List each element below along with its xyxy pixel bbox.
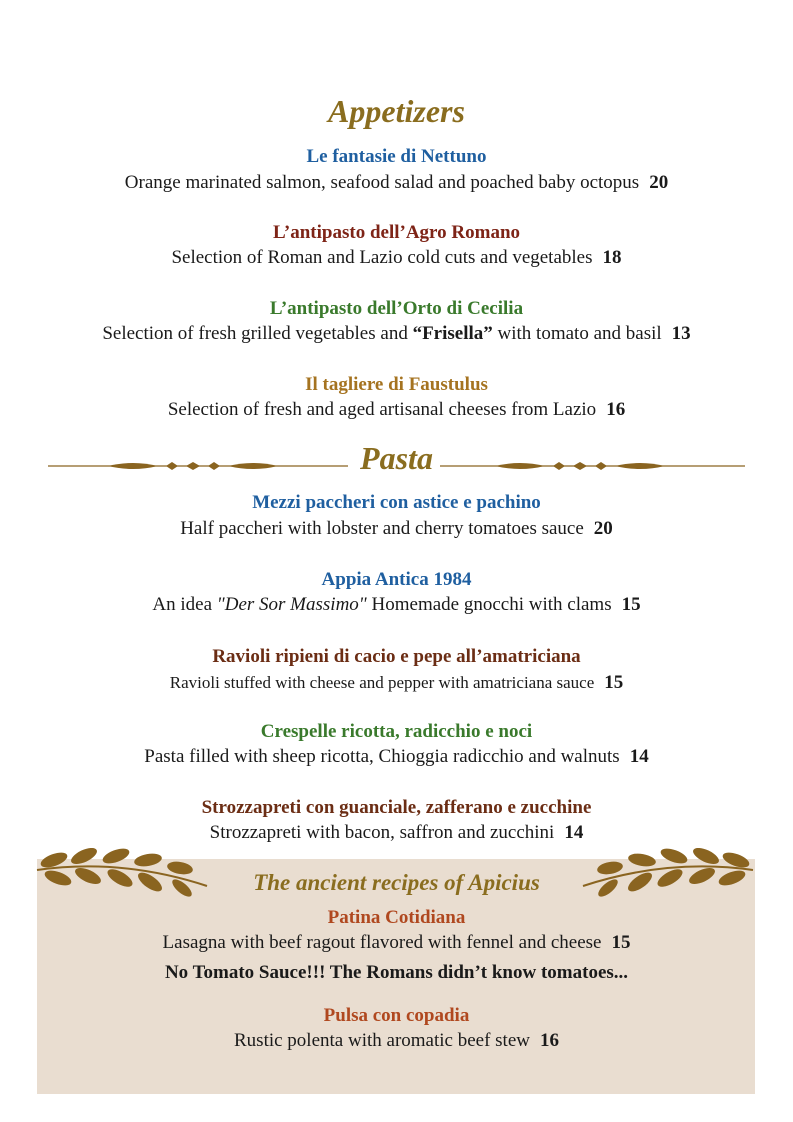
dish-price: 14	[564, 822, 584, 843]
dish-name: L’antipasto dell’Orto di Cecilia	[269, 298, 524, 319]
dish-name: Strozzapreti con guanciale, zafferano e zucchine	[201, 797, 592, 818]
dish-price: 14	[629, 746, 649, 767]
appetizers-title: Appetizers	[328, 93, 465, 129]
dish-price: 15	[604, 672, 624, 693]
dish-name: Le fantasie di Nettuno	[306, 146, 487, 167]
dish-name: L’antipasto dell’Agro Romano	[272, 222, 521, 243]
dish-desc: Orange marinated salmon, seafood salad and poached baby octopus 20	[124, 172, 669, 193]
dish-price: 13	[671, 323, 691, 344]
dish-price: 20	[649, 172, 669, 193]
dish-price: 15	[621, 594, 641, 615]
dish-price: 18	[602, 247, 622, 268]
dish-name: Il tagliere di Faustulus	[305, 374, 488, 395]
dish-desc: Half paccheri with lobster and cherry tomatoes sauce 20	[180, 518, 613, 539]
dish-desc: Ravioli stuffed with cheese and pepper with amatriciana sauce 15	[169, 672, 624, 693]
dish-desc: Pasta filled with sheep ricotta, Chioggia radicchio and walnuts 14	[144, 746, 649, 767]
dish-name: Mezzi paccheri con astice e pachino	[252, 492, 541, 513]
pasta-title: Pasta	[360, 440, 433, 476]
dish-name: Ravioli ripieni di cacio e pepe all’amatriciana	[212, 646, 581, 667]
dish-name: Appia Antica 1984	[321, 569, 472, 590]
dish-price: 20	[593, 518, 613, 539]
dish-desc: An idea "Der Sor Massimo" Homemade gnocchi with clams 15	[152, 594, 641, 615]
dish-desc: Selection of fresh and aged artisanal cheeses from Lazio 16	[167, 399, 626, 420]
dish-price: 16	[540, 1030, 559, 1051]
dish-price: 16	[606, 399, 626, 420]
dish-desc: Strozzapreti with bacon, saffron and zucchini 14	[209, 822, 584, 843]
dish-price: 15	[611, 932, 631, 953]
dish-desc: Selection of fresh grilled vegetables and “Frisella” with tomato and basil 13	[102, 323, 691, 344]
tomato-notice: No Tomato Sauce!!! The Romans didn’t know tomatoes...	[164, 962, 629, 983]
dish-desc: Selection of Roman and Lazio cold cuts and vegetables 18	[171, 247, 622, 268]
dish-name: Pulsa con copadia	[323, 1005, 470, 1026]
dish-name: Patina Cotidiana	[327, 907, 466, 928]
dish-name: Crespelle ricotta, radicchio e noci	[260, 721, 533, 742]
dish-desc: Lasagna with beef ragout flavored with fennel and cheese 15	[162, 932, 631, 953]
apicius-title: The ancient recipes of Apicius	[253, 870, 540, 895]
dish-desc: Rustic polenta with aromatic beef stew 16	[234, 1030, 559, 1051]
divider-ornament-icon	[440, 456, 745, 476]
